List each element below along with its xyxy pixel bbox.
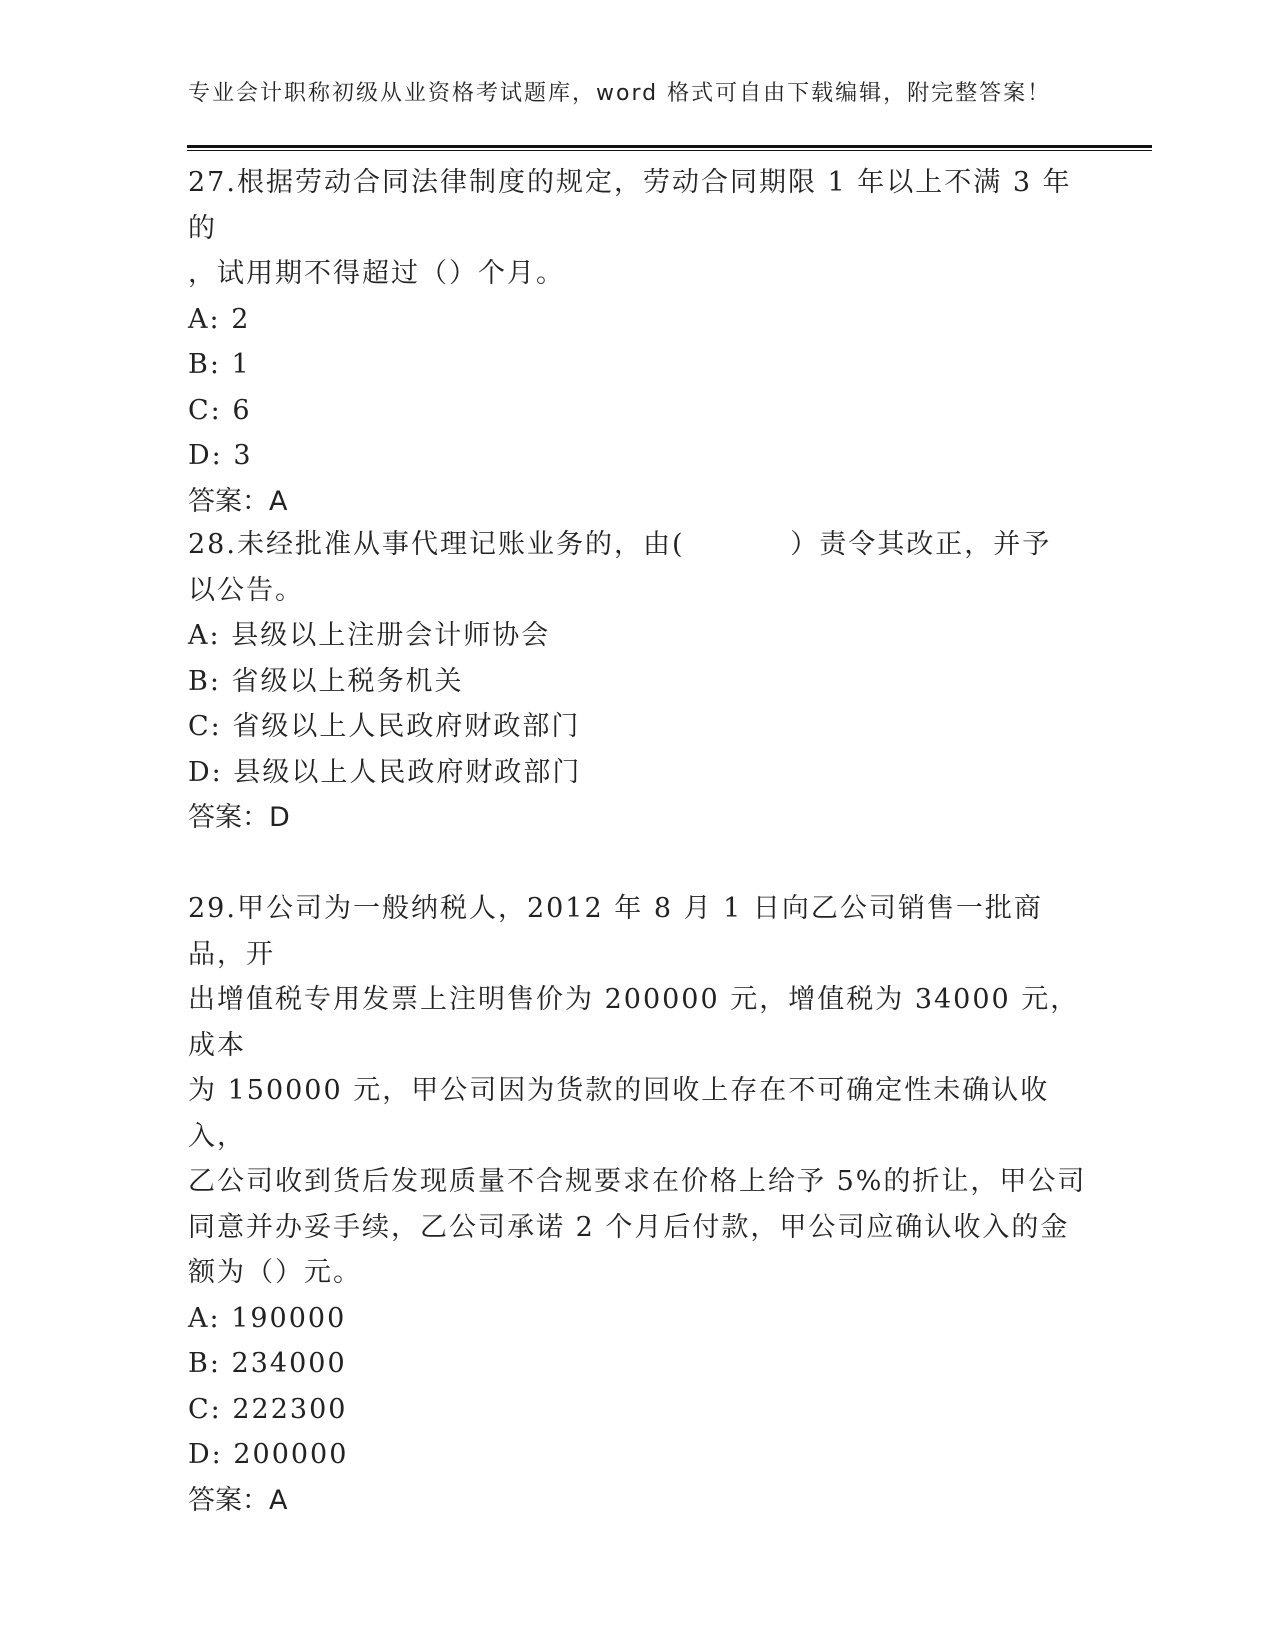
option-label: A:: [188, 303, 221, 335]
answer-value: A: [269, 1484, 288, 1516]
header-rule-thick: [187, 145, 1152, 148]
option-c: [188, 704, 1088, 750]
question-stem-line: 出增值税专用发票上注明售价为 200000 元，增值税为 34000 元，成本: [188, 984, 1080, 1061]
question-stem-line: 为 150000 元，甲公司因为货款的回收上存在不可确定性未确认收入，: [188, 1075, 1050, 1152]
option-label: D:: [188, 1439, 223, 1470]
question-stem-line: 同意并办妥手续，乙公司承诺 2 个月后付款，甲公司应确认收入的金: [188, 1211, 1070, 1243]
option-label: B:: [188, 349, 221, 380]
option-b: [188, 659, 1088, 705]
option-text: 省级以上人民政府财政部门: [232, 711, 581, 742]
answer-line: [188, 1478, 1088, 1524]
question-29: [188, 886, 1088, 1523]
option-label: B:: [188, 665, 221, 697]
option-text: 省级以上税务机关: [231, 665, 464, 697]
option-d: [188, 750, 1088, 796]
option-label: A:: [188, 620, 221, 651]
option-label: D:: [188, 756, 223, 788]
question-27: [188, 160, 1088, 524]
option-label: A:: [188, 1302, 221, 1334]
option-text: 3: [233, 440, 253, 471]
question-stem-line: ，试用期不得超过（）个月。: [188, 258, 565, 289]
question-stem-line: 额为（）元。: [188, 1257, 362, 1288]
answer-label: 答案：: [188, 485, 269, 517]
option-a: [188, 297, 1088, 343]
option-c: [188, 1387, 1088, 1433]
question-stem-line: 29.甲公司为一般纳税人，2012 年 8 月 1 日向乙公司销售一批商品，开: [188, 893, 1043, 970]
answer-line: [188, 479, 1088, 525]
question-28: [188, 522, 1088, 841]
question-stem-line: 乙公司收到货后发现质量不合规要求在价格上给予 5%的折让，甲公司: [188, 1166, 1087, 1197]
option-text: 222300: [232, 1393, 348, 1425]
question-stem-line: 28.未经批准从事代理记账业务的，由( ）责令其改正，并予: [188, 529, 1052, 560]
option-text: 2: [231, 303, 251, 335]
option-b: [188, 1341, 1088, 1387]
option-d: [188, 433, 1088, 479]
option-text: 县级以上注册会计师协会: [231, 620, 551, 651]
option-label: B:: [188, 1348, 221, 1379]
option-text: 县级以上人民政府财政部门: [233, 756, 582, 788]
option-text: 1: [231, 349, 251, 380]
answer-label: 答案：: [188, 1484, 269, 1516]
option-text: 200000: [233, 1439, 349, 1470]
question-stem-line: 以公告。: [188, 574, 304, 606]
question-stem-line: 27.根据劳动合同法律制度的规定，劳动合同期限 1 年以上不满 3 年的: [188, 167, 1072, 244]
option-a: [188, 613, 1088, 659]
option-b: [188, 342, 1088, 388]
answer-line: [188, 795, 1088, 841]
option-c: [188, 388, 1088, 434]
answer-value: A: [269, 485, 288, 517]
option-text: 234000: [231, 1348, 347, 1379]
header-rule-thin: [187, 150, 1152, 151]
option-text: 190000: [231, 1302, 347, 1334]
answer-value: D: [269, 802, 290, 833]
answer-label: 答案：: [188, 802, 269, 833]
page-header: 专业会计职称初级从业资格考试题库，word 格式可自由下载编辑，附完整答案！: [188, 81, 1052, 106]
option-label: C:: [188, 394, 222, 426]
option-label: C:: [188, 1393, 222, 1425]
option-label: D:: [188, 440, 223, 471]
option-d: [188, 1432, 1088, 1478]
option-a: [188, 1296, 1088, 1342]
option-label: C:: [188, 711, 222, 742]
option-text: 6: [232, 394, 252, 426]
